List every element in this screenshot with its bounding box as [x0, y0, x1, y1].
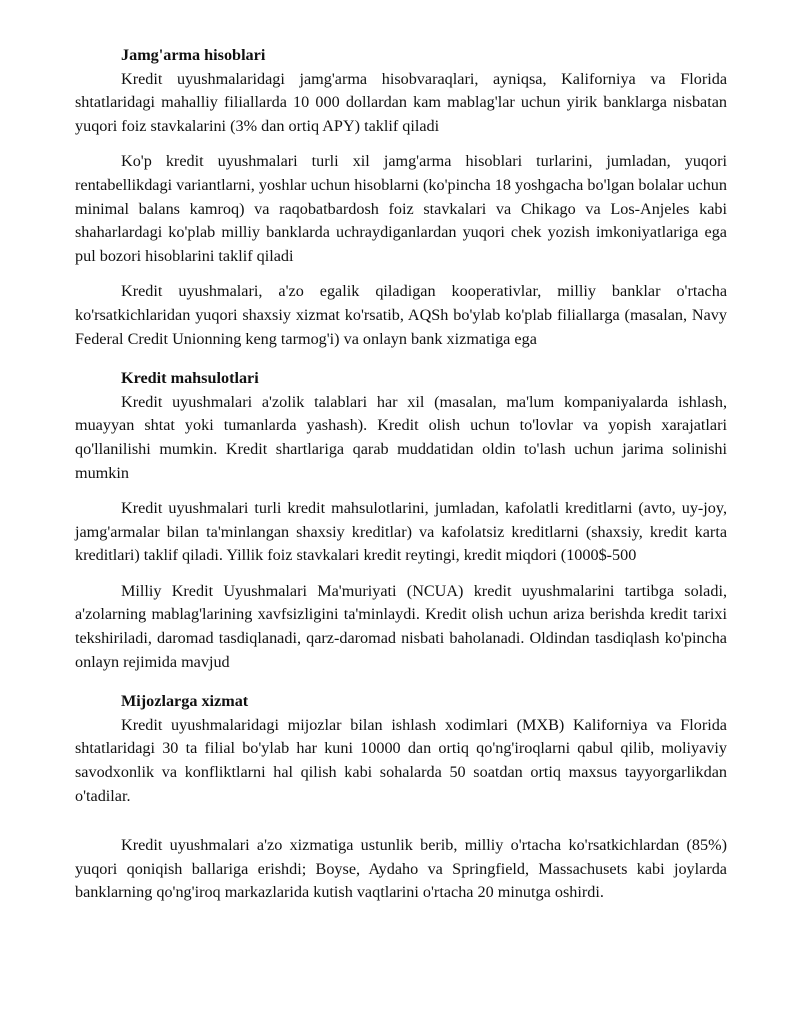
paragraph: Kredit uyushmalari a'zo xizmatiga ustunlik berib, milliy o'rtacha ko'rsatkichlardan (85%) yuqori qoniqish ballariga erishdi; Boyse, Aydaho va Springfield, Massachusets kabi joylarda banklarning qo'ng'iroq markazlarida kutish vaqtlarini o'rtacha 20 minutga oshirdi.	[75, 836, 727, 902]
document-page	[75, 44, 727, 905]
section-heading-loans: Kredit mahsulotlari	[121, 369, 259, 388]
section-heading-savings: Jamg'arma hisoblari	[121, 46, 266, 64]
paragraph: Ko'p kredit uyushmalari turli xil jamg'arma hisoblari turlarini, jumladan, yuqori rentabellikdagi variantlarni, yoshlar uchun hisoblarni (ko'pincha 18 yoshgacha bo'lgan bolalar uchun minimal balans kamroq) va raqobatbardosh foiz stavkalari va Chikago va Los-Anjeles kabi shaharlardagi ko'plab milliy banklarda uchraydiganlardan yuqori chek yozish imkoniyatlariga ega pul bozori hisoblarini taklif qiladi	[75, 152, 727, 265]
paragraph: Kredit uyushmalari turli kredit mahsulotlarini, jumladan, kafolatli kreditlarni (avto, uy-joy, jamg'armalar bilan ta'minlangan shaxsiy kreditlar) va kafolatsiz kreditlarni (shaxsiy, kredit karta kreditlari) taklif qiladi. Yillik foiz stavkalari kredit reytingi, kredit miqdori (1000$-500	[75, 499, 727, 565]
paragraph: Kredit uyushmalaridagi mijozlar bilan ishlash xodimlari (MXB) Kaliforniya va Florida shtatlaridagi 30 ta filial bo'ylab har kuni 10000 dan ortiq qo'ng'iroqlarni qabul qilib, moliyaviy savodxonlik va konfliktlarni hal qilish kabi sohalarda 50 soatdan ortiq maxsus tayyorgarlikdan o'tadilar.	[75, 715, 727, 805]
paragraph: Kredit uyushmalari a'zolik talablari har xil (masalan, ma'lum kompaniyalarda ishlash, muayyan shtat yoki tumanlarda yashash). Kredit olish uchun to'lovlar va yopish xarajatlari qo'llanilishi mumkin. Kredit shartlariga qarab muddatidan oldin to'lash uchun jarima solinishi mumkin	[75, 392, 727, 482]
paragraph: Kredit uyushmalaridagi jamg'arma hisobvaraqlari, ayniqsa, Kaliforniya va Florida shtatlaridagi mahalliy filiallarda 10 000 dollardan kam mablag'lar uchun yirik banklarga nisbatan yuqori foiz stavkalarini (3% dan ortiq APY) taklif qiladi	[75, 69, 727, 135]
section-heading-customer-service: Mijozlarga xizmat	[121, 692, 249, 711]
paragraph: Kredit uyushmalari, a'zo egalik qiladigan kooperativlar, milliy banklar o'rtacha ko'rsatkichlaridan yuqori shaxsiy xizmat ko'rsatib, AQSh bo'ylab ko'plab filiallarga (masalan, Navy Federal Credit Unionning keng tarmog'i) va onlayn bank xizmatiga ega	[75, 282, 727, 348]
paragraph: Milliy Kredit Uyushmalari Ma'muriyati (NCUA) kredit uyushmalarini tartibga soladi, a'zolarning mablag'larining xavfsizligini ta'minlaydi. Kredit olish uchun ariza berishda kredit tarixi tekshiriladi, daromad tasdiqlanadi, qarz-daromad nisbati baholanadi. Oldindan tasdiqlash ko'pincha onlayn rejimida mavjud	[75, 581, 727, 671]
